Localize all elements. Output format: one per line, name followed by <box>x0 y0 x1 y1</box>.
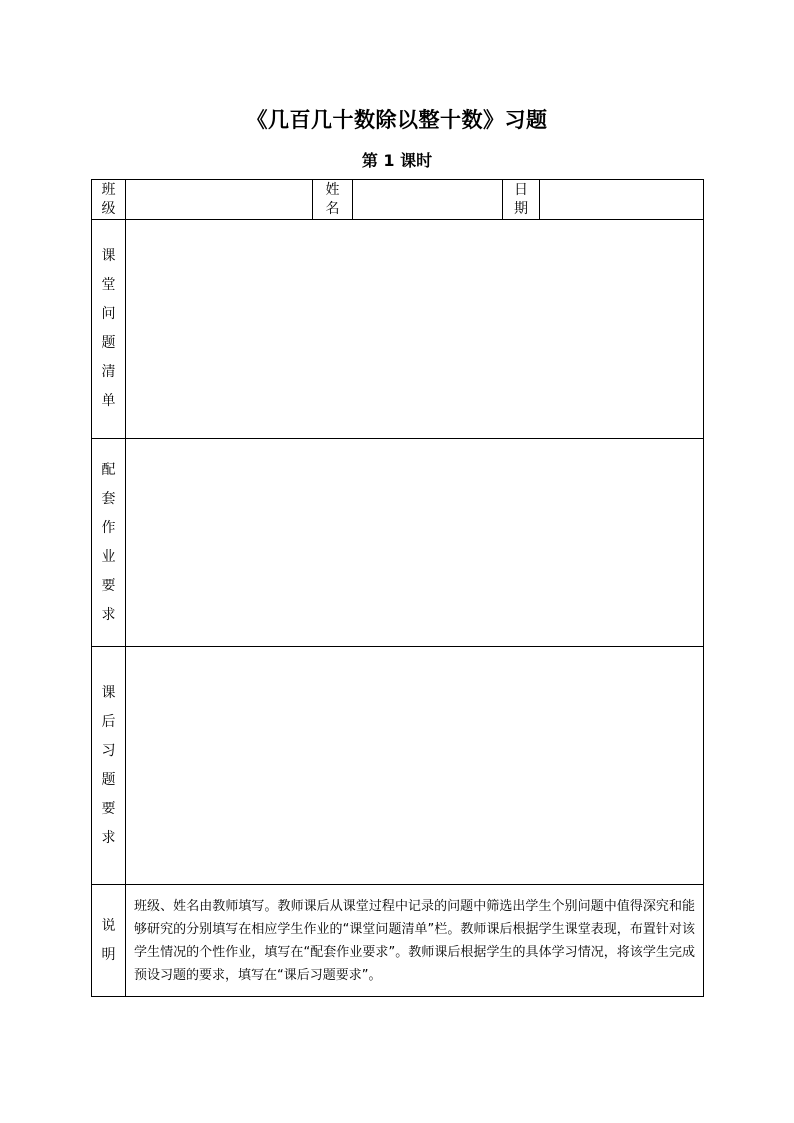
label-char: 说 <box>101 917 116 934</box>
class-field[interactable] <box>126 180 313 220</box>
date-label-char-2: 期 <box>514 200 528 217</box>
label-char: 后 <box>101 713 116 730</box>
header-row <box>92 180 704 220</box>
after-class-requirements-label <box>92 647 126 885</box>
name-label <box>313 180 353 220</box>
label-char: 课 <box>101 248 116 264</box>
notes-label <box>92 885 126 997</box>
label-char: 业 <box>101 548 116 565</box>
label-char: 题 <box>101 771 116 788</box>
label-char: 堂 <box>101 277 116 293</box>
label-char: 要 <box>101 800 116 817</box>
classroom-questions-field[interactable] <box>126 220 704 439</box>
notes-row <box>92 885 704 997</box>
worksheet-table <box>91 179 704 997</box>
label-char: 问 <box>101 306 116 322</box>
document-subtitle: 第 1 课时 <box>361 151 433 170</box>
date-label-char-1: 日 <box>514 181 528 198</box>
name-field[interactable] <box>353 180 503 220</box>
homework-requirements-row <box>92 439 704 647</box>
class-label-char-2: 级 <box>101 200 116 217</box>
document-title: 《几百几十数除以整十数》习题 <box>246 108 548 132</box>
class-label-char-1: 班 <box>101 181 116 198</box>
label-char: 要 <box>101 577 116 594</box>
date-label <box>503 180 540 220</box>
label-char: 作 <box>101 519 116 536</box>
after-class-requirements-row <box>92 647 704 885</box>
notes-text: 班级、姓名由教师填写。教师课后从课堂过程中记录的问题中筛选出学生个别问题中值得深究和能够研究的分别填写在相应学生作业的“课堂问题清单”栏。教师课后根据学生课堂表现，布置针对该学生情况的个性作业，填写在“配套作业要求”。教师课后根据学生的具体学习情况，将该学生完成预设习题的要求，填写在“课后习题要求”。 <box>126 885 704 997</box>
after-class-requirements-field[interactable] <box>126 647 704 885</box>
label-char: 课 <box>101 684 116 701</box>
label-char: 配 <box>101 461 116 478</box>
date-field[interactable] <box>540 180 704 220</box>
label-char: 题 <box>101 335 116 351</box>
homework-requirements-label <box>92 439 126 647</box>
label-char: 求 <box>101 606 116 623</box>
label-char: 单 <box>101 393 116 409</box>
classroom-questions-label <box>92 220 126 439</box>
label-char: 习 <box>101 742 116 759</box>
label-char: 套 <box>101 490 116 507</box>
class-label <box>92 180 126 220</box>
label-char: 清 <box>101 364 116 380</box>
name-label-char-2: 名 <box>325 200 340 217</box>
homework-requirements-field[interactable] <box>126 439 704 647</box>
label-char: 明 <box>101 946 116 963</box>
label-char: 求 <box>101 829 116 846</box>
name-label-char-1: 姓 <box>325 181 340 198</box>
classroom-questions-row <box>92 220 704 439</box>
